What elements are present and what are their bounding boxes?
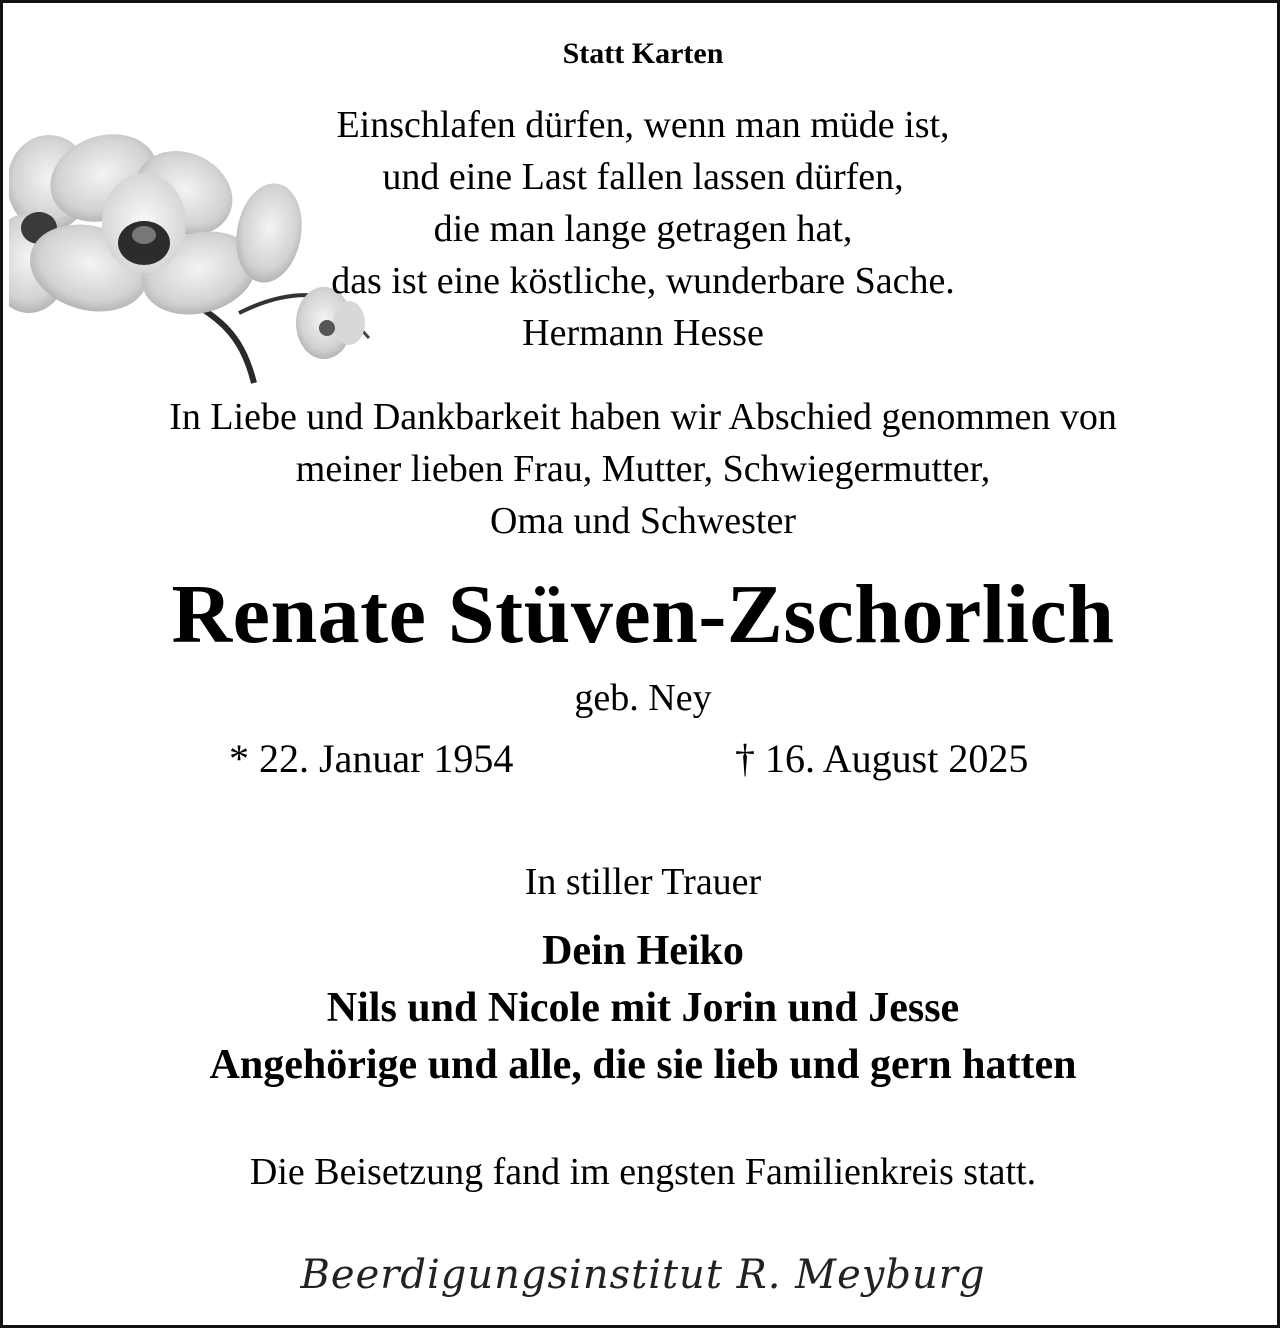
poem-line: die man lange getragen hat, [433, 208, 853, 250]
intro-line: Oma und Schwester [489, 500, 797, 542]
poem-line: das ist eine köstliche, wunderbare Sache. [331, 260, 955, 302]
intro-text [3, 391, 1280, 547]
family-list [3, 923, 1280, 1094]
death-date: † 16. August 2025 [735, 736, 1029, 781]
family-line: Nils und Nicole mit Jorin und Jesse [326, 985, 960, 1031]
header-text: Statt Karten [562, 37, 724, 70]
intro-line: In Liebe und Dankbarkeit haben wir Abschied genommen von [169, 396, 1117, 438]
family-line: Angehörige und alle, die sie lieb und gern hatten [209, 1042, 1077, 1088]
burial-note: Die Beisetzung fand im engsten Familienkreis statt. [249, 1151, 1037, 1193]
deceased-name: Renate Stüven-Zschorlich [171, 568, 1115, 661]
poem-quote [3, 99, 1280, 359]
maiden-name: geb. Ney [574, 677, 712, 719]
poem-author: Hermann Hesse [522, 312, 764, 354]
birth-date: * 22. Januar 1954 [229, 736, 514, 781]
intro-line: meiner lieben Frau, Mutter, Schwiegermutter, [295, 448, 991, 490]
funeral-home: Beerdigungsinstitut R. Meyburg [300, 1252, 986, 1298]
poem-line: und eine Last fallen lassen dürfen, [382, 156, 904, 198]
poem-line: Einschlafen dürfen, wenn man müde ist, [336, 104, 950, 146]
mourning-line: In stiller Trauer [524, 861, 762, 903]
family-line: Dein Heiko [542, 928, 744, 974]
